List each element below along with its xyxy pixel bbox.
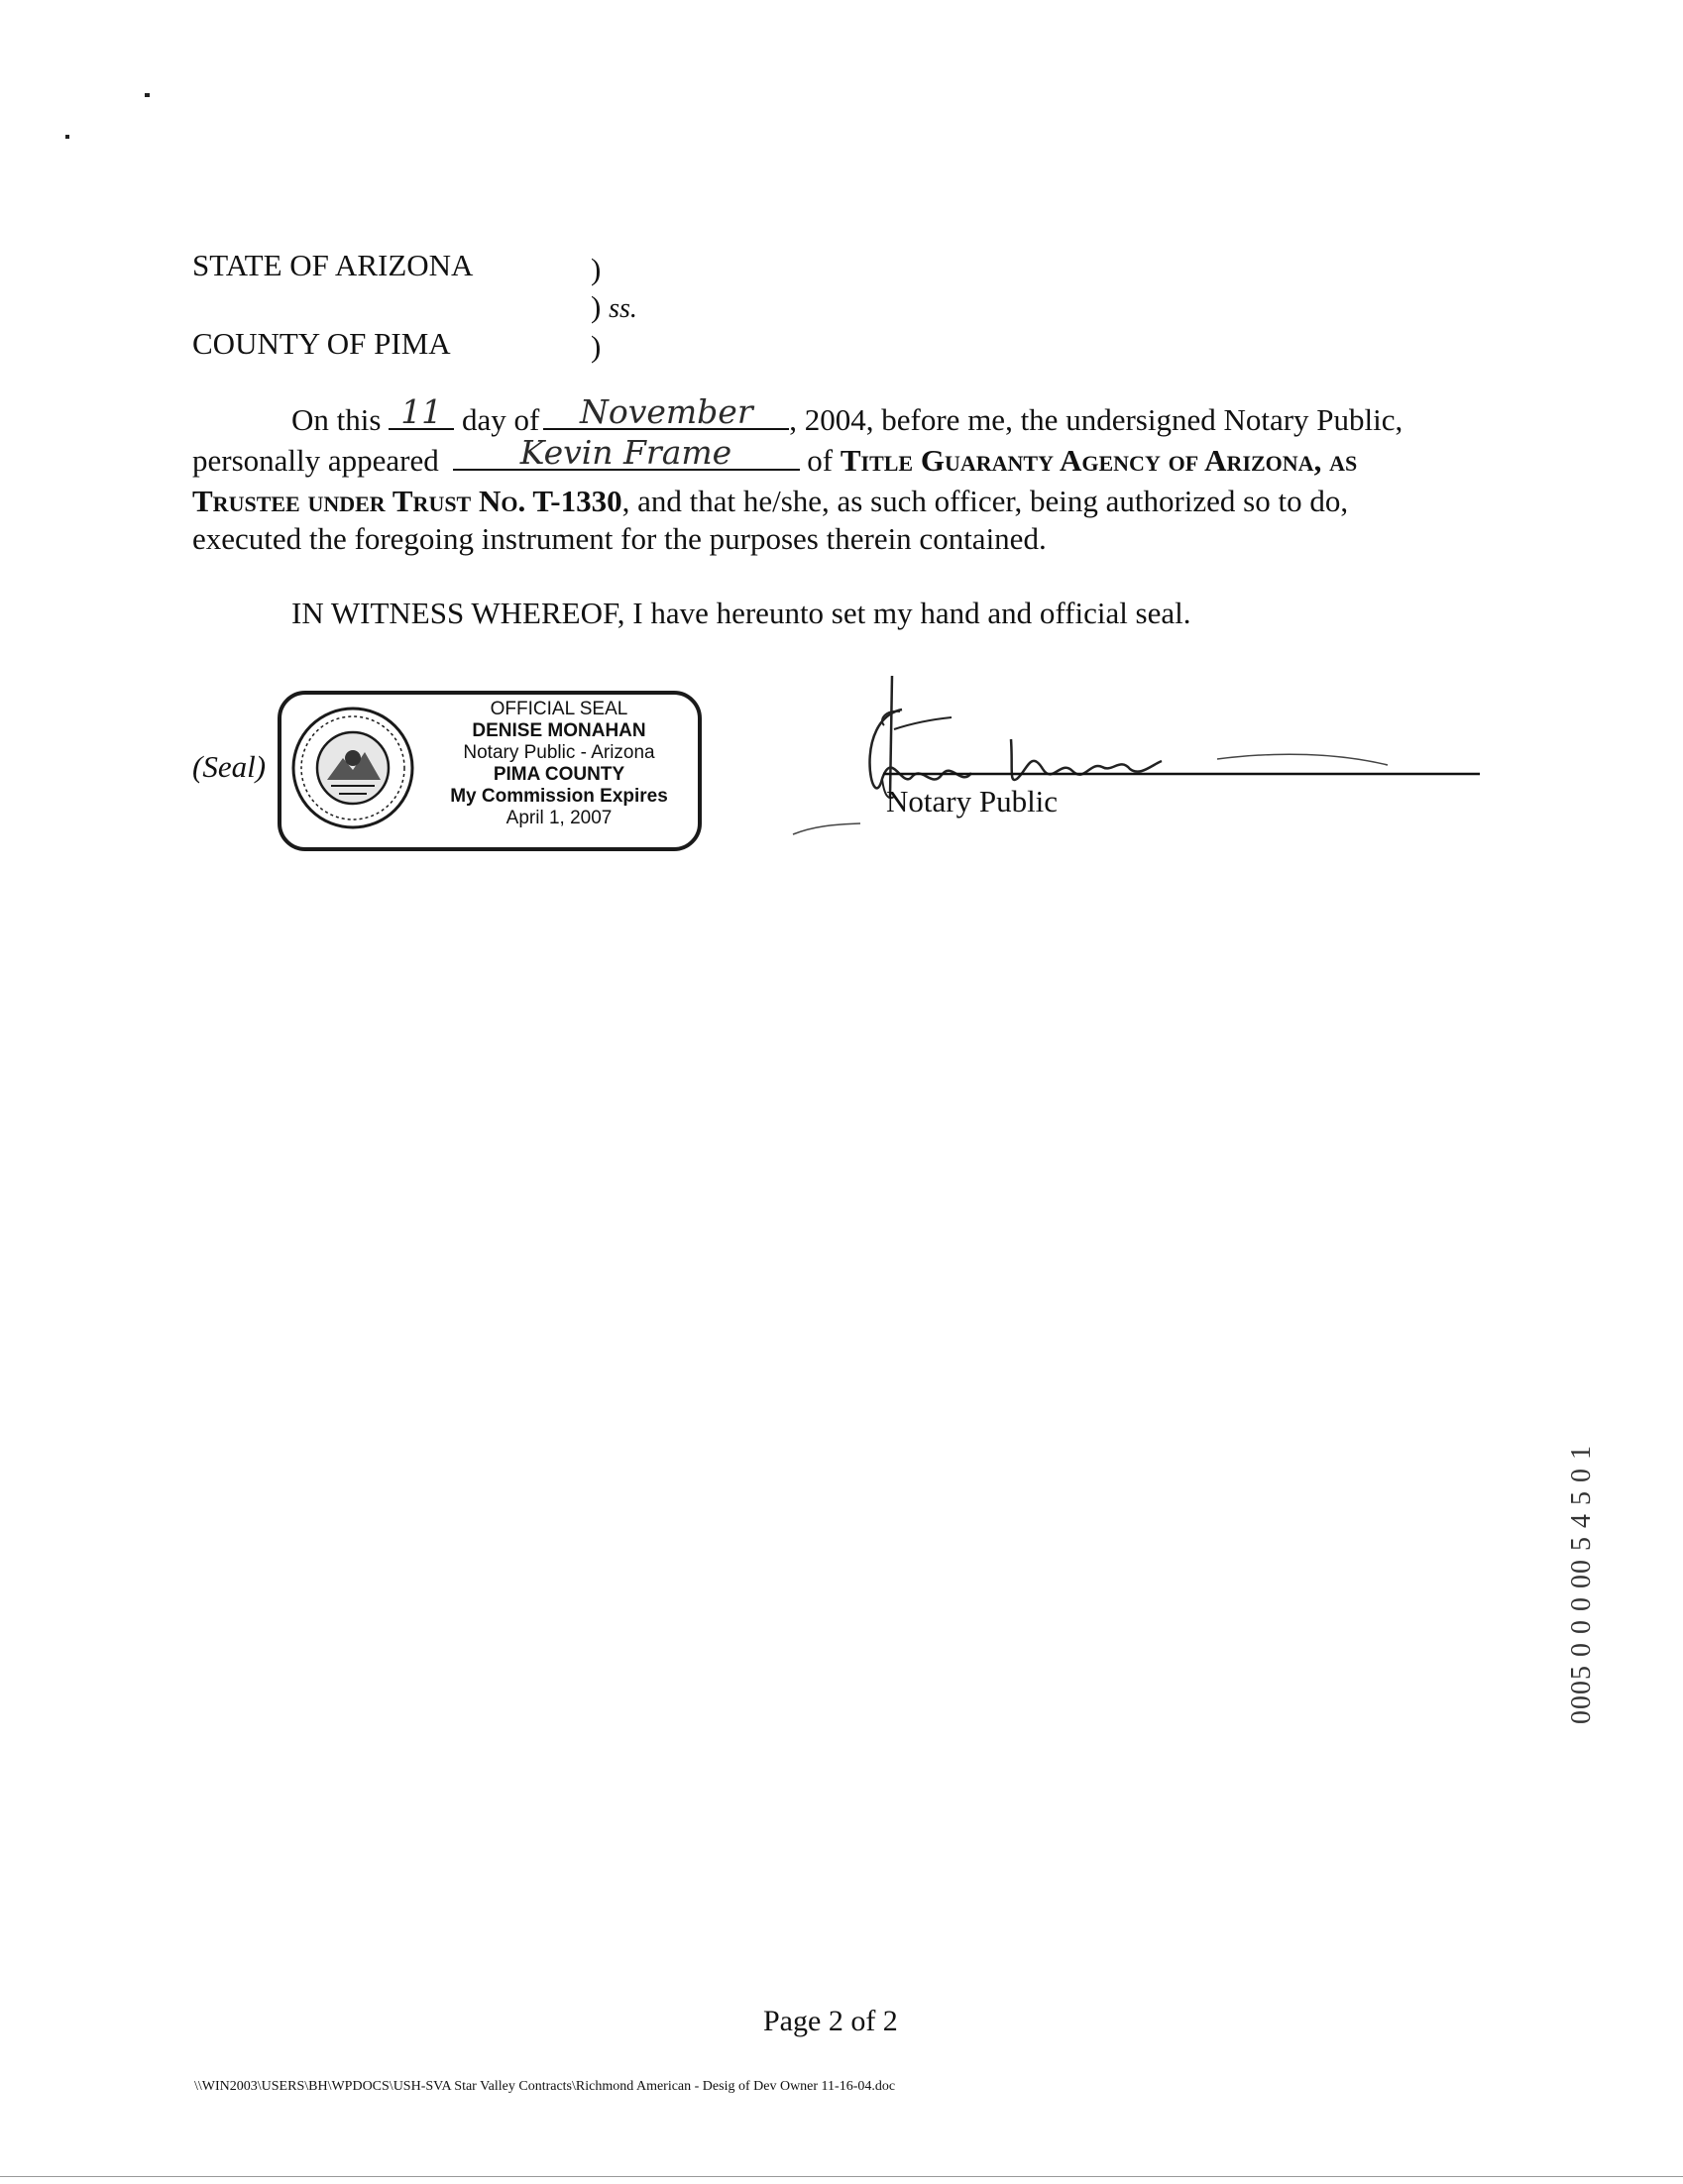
personally-appeared-text: personally appeared xyxy=(192,443,439,478)
venue-paren-2 xyxy=(591,291,637,323)
state-label: STATE OF ARIZONA xyxy=(192,248,474,282)
stamp-text xyxy=(426,699,692,829)
name-blank xyxy=(453,433,800,472)
month-blank xyxy=(543,392,789,431)
stamp-line-4: PIMA COUNTY xyxy=(493,764,625,785)
day-blank xyxy=(389,392,454,431)
venue-paren-1: ) xyxy=(591,252,602,286)
entity-line-2: Title Guaranty Agency of Arizona, as xyxy=(840,443,1358,478)
recording-number: 0005 0 0 0 00 5 4 5 0 1 xyxy=(1566,1445,1597,1724)
notary-public-label: Notary Public xyxy=(886,784,1059,819)
day-handwritten: 11 xyxy=(400,392,443,431)
ss-label: ss. xyxy=(609,293,637,324)
seal-label: (Seal) xyxy=(192,749,267,784)
notary-stamp xyxy=(278,691,702,851)
of-text: of xyxy=(807,443,834,478)
day-of-text: day of xyxy=(461,402,540,437)
on-this-text: On this xyxy=(291,402,382,437)
line3-end-text: , and that he/she, as such officer, being authorized so to do, xyxy=(621,484,1349,518)
scan-artifact xyxy=(65,135,69,139)
line1-end-text: , 2004, before me, the undersigned Notary Public, xyxy=(789,402,1403,437)
entity-line-3: Trustee under Trust No. T-1330 xyxy=(192,484,622,518)
venue-paren-2-char: ) xyxy=(591,289,602,324)
stamp-line-5: My Commission Expires xyxy=(450,786,668,807)
stamp-line-1: OFFICIAL SEAL xyxy=(490,699,628,719)
venue-paren-3: ) xyxy=(591,329,602,364)
ack-line-2 xyxy=(192,433,1358,481)
state-seal-icon xyxy=(287,703,418,833)
stamp-line-2: DENISE MONAHAN xyxy=(472,720,646,741)
scan-artifact xyxy=(145,93,150,97)
stamp-line-6: April 1, 2007 xyxy=(505,808,613,828)
name-handwritten: Kevin Frame xyxy=(519,433,732,472)
month-handwritten: November xyxy=(579,392,753,431)
ack-line-3 xyxy=(192,481,1348,521)
page-number: Page 2 of 2 xyxy=(763,2005,898,2037)
county-label: COUNTY OF PIMA xyxy=(192,326,451,361)
notary-signature xyxy=(783,670,1497,848)
file-path: \\WIN2003\USERS\BH\WPDOCS\USH-SVA Star Valley Contracts\Richmond American - Desig of Dev Owner 11-16-04.doc xyxy=(194,2079,896,2094)
ack-line-4: executed the foregoing instrument for the purposes therein contained. xyxy=(192,521,1047,556)
scan-edge xyxy=(0,2176,1683,2177)
stamp-line-3: Notary Public - Arizona xyxy=(463,742,655,763)
witness-text: IN WITNESS WHEREOF, I have hereunto set my hand and official seal. xyxy=(291,596,1191,630)
